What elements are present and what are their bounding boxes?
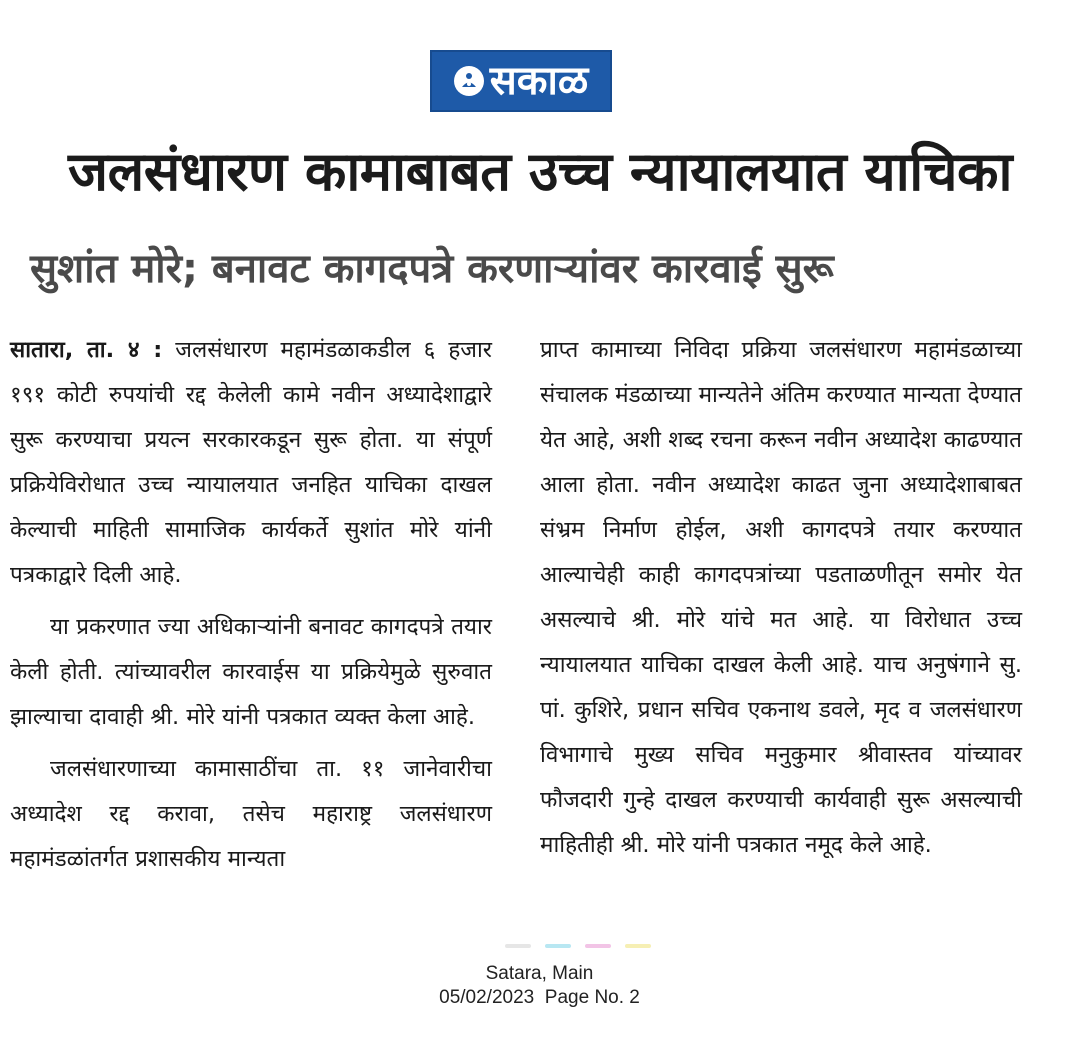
article-paragraph-1 <box>10 328 492 598</box>
headline: जलसंधारण कामाबाबत उच्च न्यायालयात याचिका <box>68 140 1012 203</box>
article-paragraph-2: या प्रकरणात ज्या अधिकाऱ्यांनी बनावट कागदपत्रे तयार केली होती. त्यांच्यावरील कारवाईस या प्रक्रियेमुळे सुरुवात झाल्याचा दावाही श्री. मोरे यांनी पत्रकात व्यक्त केला आहे. <box>10 614 492 730</box>
article-paragraph-4: प्राप्त कामाच्या निविदा प्रक्रिया जलसंधारण महामंडळाच्या संचालक मंडळाच्या मान्यतेने अंतिम करण्यात मान्यता देण्यात येत आहे, अशी शब्द रचना करून नवीन अध्यादेश काढण्यात आला होता. नवीन अध्यादेश काढत जुना अध्यादेशाबाबत संभ्रम निर्माण होईल, अशी कागदपत्रे तयार करण्यात आल्याचेही काही कागदपत्रांच्या पडताळणीतून समोर येत असल्याचे श्री. मोरे यांचे मत आहे. या विरोधात उच्च न्यायालयात याचिका दाखल केली आहे. याच अनुषंगाने सु. पां. कुशिरे, प्रधान सचिव एकनाथ डवले, मृद व जलसंधारण विभागाचे मुख्य सचिव मनुकुमार श्रीवास्तव यांच्यावर फौजदारी गुन्हे दाखल करण्याची कार्यवाही सुरू असल्याची माहितीही श्री. मोरे यांनी पत्रकात नमूद केले आहे. <box>540 337 1022 858</box>
paragraph-1-text: जलसंधारण महामंडळाकडील ६ हजार १९१ कोटी रुपयांची रद्द केलेली कामे नवीन अध्यादेशाद्वारे सुरू करण्याचा प्रयत्न सरकारकडून सुरू होता. या संपूर्ण प्रक्रियेविरोधात उच्च न्यायालयात जनहित याचिका दाखल केल्याची माहिती सामाजिक कार्यकर्ते सुशांत मोरे यांनी पत्रकाद्वारे दिली आहे. <box>10 337 492 588</box>
dateline: सातारा, ता. ४ : <box>10 337 163 363</box>
page-footer <box>0 962 1079 1010</box>
emblem-glyph-icon <box>458 70 480 92</box>
color-mark-yellow <box>625 944 651 948</box>
article-paragraph-3: जलसंधारणाच्या कामासाठींचा ता. ११ जानेवारीचा अध्यादेश रद्द करावा, तसेच महाराष्ट्र जलसंधारण महामंडळांतर्गत प्रशासकीय मान्यता <box>10 756 492 872</box>
edition-label: Satara, Main <box>485 963 594 984</box>
article-column-left <box>10 328 492 889</box>
color-mark-magenta <box>585 944 611 948</box>
color-mark-cyan <box>545 944 571 948</box>
sakal-logo <box>430 50 612 112</box>
date-page-label: 05/02/2023 Page No. 2 <box>439 987 640 1008</box>
logo-text: सकाळ <box>489 58 589 104</box>
color-mark-gray <box>505 944 531 948</box>
article-column-right <box>540 328 1022 875</box>
print-color-marks <box>505 944 745 952</box>
sakal-emblem-icon <box>454 66 484 96</box>
subheadline: सुशांत मोरे; बनावट कागदपत्रे करणाऱ्यांवर कारवाई सुरू <box>30 246 834 292</box>
